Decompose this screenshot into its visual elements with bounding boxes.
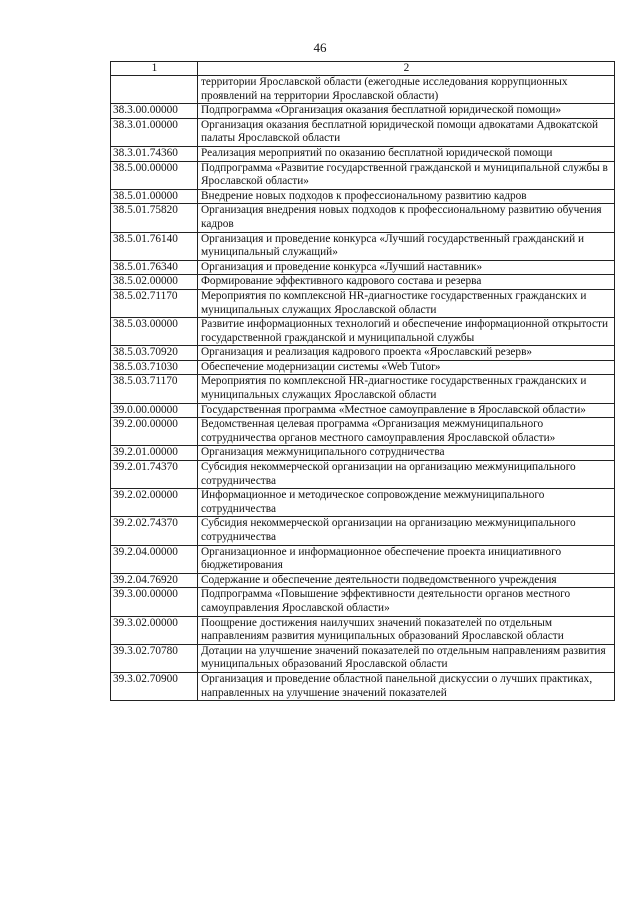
table-row: [111, 232, 615, 260]
row-text: Организационное и информационное обеспечение проекта инициативного бюджетирования: [198, 545, 615, 573]
table-row: [111, 644, 615, 672]
table-row: [111, 418, 615, 446]
table-row: [111, 76, 615, 104]
row-code: 38.5.01.00000: [111, 189, 198, 204]
row-text: Организация и проведение конкурса «Лучший наставник»: [198, 260, 615, 275]
row-code: 39.0.00.00000: [111, 403, 198, 418]
row-text: Подпрограмма «Организация оказания бесплатной юридической помощи»: [198, 104, 615, 119]
column-header-code: 1: [111, 62, 198, 76]
table-row: [111, 204, 615, 232]
table-row: [111, 189, 615, 204]
table-row: [111, 588, 615, 616]
table-row: [111, 360, 615, 375]
row-code: 39.3.00.00000: [111, 588, 198, 616]
row-text: Развитие информационных технологий и обеспечение информационной открытости государственной гражданской и муниципальной службы: [198, 318, 615, 346]
row-code: 39.2.00.00000: [111, 418, 198, 446]
row-text: Дотации на улучшение значений показателей по отдельным направлениям развития муниципальных образований Ярославской области: [198, 644, 615, 672]
table-row: [111, 461, 615, 489]
row-code: 39.2.04.76920: [111, 573, 198, 588]
row-text: Мероприятия по комплексной HR-диагностике государственных гражданских и муниципальных служащих Ярославской области: [198, 375, 615, 403]
table-row: [111, 489, 615, 517]
row-text: Организация внедрения новых подходов к профессиональному развитию обучения кадров: [198, 204, 615, 232]
row-code: [111, 76, 198, 104]
row-code: 39.2.02.74370: [111, 517, 198, 545]
table-row: [111, 517, 615, 545]
row-code: 38.3.01.00000: [111, 118, 198, 146]
row-text: Обеспечение модернизации системы «Web Tutor»: [198, 360, 615, 375]
table-row: [111, 118, 615, 146]
table-row: [111, 260, 615, 275]
row-text: Организация и проведение конкурса «Лучший государственный гражданский и муниципальный служащий»: [198, 232, 615, 260]
column-header-name: 2: [198, 62, 615, 76]
row-code: 39.2.01.00000: [111, 446, 198, 461]
row-code: 38.5.03.71030: [111, 360, 198, 375]
table-row: [111, 318, 615, 346]
row-text: Ведомственная целевая программа «Организация межмуниципального сотрудничества органов местного самоуправления Ярославской области»: [198, 418, 615, 446]
table-row: [111, 346, 615, 361]
page-number: 46: [313, 40, 327, 55]
row-text: Организация и проведение областной панельной дискуссии о лучших практиках, направленных на улучшение значений показателей: [198, 672, 615, 700]
table-row: [111, 146, 615, 161]
table-row: [111, 375, 615, 403]
table-row: [111, 616, 615, 644]
row-text: Организация межмуниципального сотрудничества: [198, 446, 615, 461]
row-text: Государственная программа «Местное самоуправление в Ярославской области»: [198, 403, 615, 418]
row-text: Подпрограмма «Повышение эффективности деятельности органов местного самоуправления Ярославской области»: [198, 588, 615, 616]
row-code: 38.5.03.00000: [111, 318, 198, 346]
row-text: Реализация мероприятий по оказанию бесплатной юридической помощи: [198, 146, 615, 161]
row-code: 39.2.04.00000: [111, 545, 198, 573]
table-body: [111, 76, 615, 701]
table-row: [111, 446, 615, 461]
row-code: 39.3.02.00000: [111, 616, 198, 644]
row-code: 39.2.02.00000: [111, 489, 198, 517]
row-code: 38.5.01.75820: [111, 204, 198, 232]
row-code: 38.5.01.76340: [111, 260, 198, 275]
table-row: [111, 573, 615, 588]
row-text: Организация и реализация кадрового проекта «Ярославский резерв»: [198, 346, 615, 361]
row-code: 38.3.00.00000: [111, 104, 198, 119]
row-text: Содержание и обеспечение деятельности подведомственного учреждения: [198, 573, 615, 588]
row-code: 39.3.02.70780: [111, 644, 198, 672]
table-row: [111, 545, 615, 573]
row-text: Поощрение достижения наилучших значений показателей по отдельным направлениям развития муниципальных образований Ярославской области: [198, 616, 615, 644]
classification-table: [110, 61, 615, 701]
table-row: [111, 289, 615, 317]
row-text: Субсидия некоммерческой организации на организацию межмуниципального сотрудничества: [198, 461, 615, 489]
row-code: 38.3.01.74360: [111, 146, 198, 161]
row-text: Организация оказания бесплатной юридической помощи адвокатами Адвокатской палаты Ярославской области: [198, 118, 615, 146]
row-code: 38.5.02.00000: [111, 275, 198, 290]
table-row: [111, 161, 615, 189]
row-text: Субсидия некоммерческой организации на организацию межмуниципального сотрудничества: [198, 517, 615, 545]
row-code: 38.5.02.71170: [111, 289, 198, 317]
row-text: Информационное и методическое сопровождение межмуниципального сотрудничества: [198, 489, 615, 517]
row-code: 39.3.02.70900: [111, 672, 198, 700]
row-code: 38.5.03.71170: [111, 375, 198, 403]
row-text: Формирование эффективного кадрового состава и резерва: [198, 275, 615, 290]
row-text: Подпрограмма «Развитие государственной гражданской и муниципальной службы в Ярославской области»: [198, 161, 615, 189]
row-text: Мероприятия по комплексной HR-диагностике государственных гражданских и муниципальных служащих Ярославской области: [198, 289, 615, 317]
row-code: 39.2.01.74370: [111, 461, 198, 489]
row-code: 38.5.00.00000: [111, 161, 198, 189]
table-row: [111, 672, 615, 700]
table-header-row: [111, 62, 615, 76]
row-text: территории Ярославской области (ежегодные исследования коррупционных проявлений на территории Ярославской области): [198, 76, 615, 104]
table-row: [111, 275, 615, 290]
row-code: 38.5.03.70920: [111, 346, 198, 361]
table-row: [111, 104, 615, 119]
table-row: [111, 403, 615, 418]
row-code: 38.5.01.76140: [111, 232, 198, 260]
row-text: Внедрение новых подходов к профессиональному развитию кадров: [198, 189, 615, 204]
